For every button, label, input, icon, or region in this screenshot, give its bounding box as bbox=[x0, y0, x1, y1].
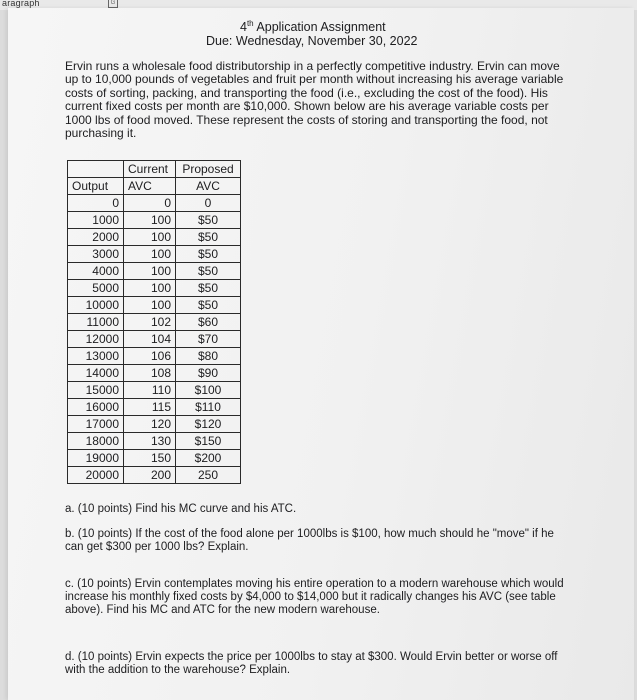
question-a: a. (10 points) Find his MC curve and his ATC. bbox=[65, 503, 297, 515]
table-row bbox=[68, 314, 241, 331]
output-cell: 1000 bbox=[68, 212, 124, 229]
output-cell: 5000 bbox=[68, 280, 124, 297]
output-cell: 13000 bbox=[68, 348, 124, 365]
current-avc-cell: 100 bbox=[124, 297, 176, 314]
proposed-avc-cell: $50 bbox=[176, 212, 241, 229]
assignment-title-text: Application Assignment bbox=[253, 20, 386, 35]
output-cell: 2000 bbox=[68, 229, 124, 246]
current-avc-cell: 110 bbox=[124, 382, 176, 399]
output-cell: 16000 bbox=[68, 399, 124, 416]
table-row bbox=[68, 229, 241, 246]
proposed-avc-cell: $200 bbox=[176, 450, 241, 467]
current-avc-cell: 150 bbox=[124, 450, 176, 467]
current-avc-cell: 108 bbox=[124, 365, 176, 382]
proposed-avc-cell: $100 bbox=[176, 382, 241, 399]
current-avc-cell: 100 bbox=[124, 229, 176, 246]
current-avc-cell: 106 bbox=[124, 348, 176, 365]
table-header-cell bbox=[68, 161, 124, 178]
output-cell: 4000 bbox=[68, 263, 124, 280]
problem-intro: Ervin runs a wholesale food distributorship in a perfectly competitive industry. Ervin can move up to 10,000 pounds of vegetables and fruit per month without increasing his average variable costs of sorting, packing, and transporting the food (i.e., excluding the cost of the food). His current fixed costs per month are $10,000. Shown below are his average variable costs per 1000 lbs of food moved. These represent the costs of storing and transporting the food, not purchasing it. bbox=[65, 59, 564, 141]
table-row bbox=[68, 382, 241, 399]
current-avc-cell: 115 bbox=[124, 399, 176, 416]
table-row bbox=[68, 280, 241, 297]
output-cell: 11000 bbox=[68, 314, 124, 331]
proposed-avc-cell: $150 bbox=[176, 433, 241, 450]
table-header-cell: AVC bbox=[124, 178, 176, 195]
table-row bbox=[68, 212, 241, 229]
due-date: Due: Wednesday, November 30, 2022 bbox=[206, 34, 418, 48]
current-avc-cell: 200 bbox=[124, 467, 176, 484]
proposed-avc-cell: 0 bbox=[176, 195, 241, 212]
current-avc-cell: 130 bbox=[124, 433, 176, 450]
table-header-row bbox=[68, 161, 241, 178]
proposed-avc-cell: $120 bbox=[176, 416, 241, 433]
table-header-cell: Current bbox=[124, 161, 176, 178]
output-cell: 10000 bbox=[68, 297, 124, 314]
bookmark-icon: G bbox=[108, 0, 118, 8]
question-d: d. (10 points) Ervin expects the price per 1000lbs to stay at $300. Would Ervin better or worse off with the addition to the warehouse? Explain. bbox=[65, 651, 558, 676]
proposed-avc-cell: $50 bbox=[176, 229, 241, 246]
proposed-avc-cell: $50 bbox=[176, 280, 241, 297]
table-header-row bbox=[68, 178, 241, 195]
output-cell: 15000 bbox=[68, 382, 124, 399]
table-row bbox=[68, 263, 241, 280]
assignment-page bbox=[8, 8, 634, 700]
proposed-avc-cell: $70 bbox=[176, 331, 241, 348]
current-avc-cell: 104 bbox=[124, 331, 176, 348]
current-avc-cell: 102 bbox=[124, 314, 176, 331]
question-c: c. (10 points) Ervin contemplates moving his entire operation to a modern warehouse which would increase his monthly fixed costs by $4,000 to $14,000 but it radically changes his AVC (see table above). Find his MC and ATC for the new modern warehouse. bbox=[65, 578, 564, 616]
question-b: b. (10 points) If the cost of the food alone per 1000lbs is $100, how much should he "move" if he can get $300 per 1000 lbs? Explain. bbox=[65, 528, 554, 553]
proposed-avc-cell: $50 bbox=[176, 263, 241, 280]
table-row bbox=[68, 331, 241, 348]
paragraph-label: aragraph bbox=[2, 0, 40, 8]
current-avc-cell: 100 bbox=[124, 246, 176, 263]
current-avc-cell: 100 bbox=[124, 263, 176, 280]
table-row bbox=[68, 348, 241, 365]
proposed-avc-cell: $90 bbox=[176, 365, 241, 382]
output-cell: 19000 bbox=[68, 450, 124, 467]
assignment-number: 4 bbox=[240, 20, 247, 35]
output-cell: 17000 bbox=[68, 416, 124, 433]
table-row bbox=[68, 365, 241, 382]
table-header-cell: AVC bbox=[176, 178, 241, 195]
output-cell: 0 bbox=[68, 195, 124, 212]
table-header-cell: Output bbox=[68, 178, 124, 195]
table-row bbox=[68, 246, 241, 263]
table-row bbox=[68, 450, 241, 467]
proposed-avc-cell: $110 bbox=[176, 399, 241, 416]
output-cell: 3000 bbox=[68, 246, 124, 263]
output-cell: 20000 bbox=[68, 467, 124, 484]
current-avc-cell: 0 bbox=[124, 195, 176, 212]
table-row bbox=[68, 416, 241, 433]
assignment-ordinal: th bbox=[246, 19, 254, 28]
proposed-avc-cell: $50 bbox=[176, 297, 241, 314]
output-cell: 12000 bbox=[68, 331, 124, 348]
avc-table bbox=[67, 160, 241, 484]
table-row bbox=[68, 467, 241, 484]
table-row bbox=[68, 297, 241, 314]
output-cell: 14000 bbox=[68, 365, 124, 382]
proposed-avc-cell: 250 bbox=[176, 467, 241, 484]
table-row bbox=[68, 195, 241, 212]
proposed-avc-cell: $60 bbox=[176, 314, 241, 331]
proposed-avc-cell: $50 bbox=[176, 246, 241, 263]
assignment-title bbox=[240, 19, 386, 34]
output-cell: 18000 bbox=[68, 433, 124, 450]
proposed-avc-cell: $80 bbox=[176, 348, 241, 365]
table-header-cell: Proposed bbox=[176, 161, 241, 178]
table-row bbox=[68, 399, 241, 416]
current-avc-cell: 100 bbox=[124, 280, 176, 297]
current-avc-cell: 120 bbox=[124, 416, 176, 433]
current-avc-cell: 100 bbox=[124, 212, 176, 229]
table-row bbox=[68, 433, 241, 450]
